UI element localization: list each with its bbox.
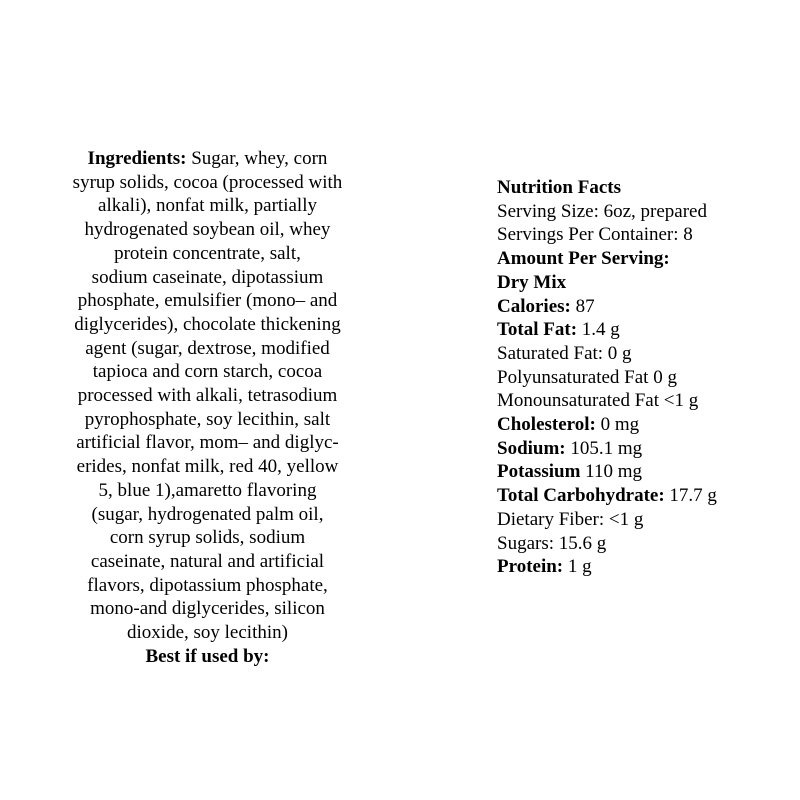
polyunsaturated-fat-row: Polyunsaturated Fat 0 g [497,366,677,388]
sodium-value: 105.1 mg [565,437,643,459]
ingredients-line: hydrogenated soybean oil, whey [84,219,331,241]
protein-row [497,555,787,579]
servings-per-container: Servings Per Container: 8 [497,224,693,246]
cholesterol-value: 0 mg [595,414,640,436]
total-fat-value: 1.4 g [577,319,620,341]
ingredients-line: tapioca and corn starch, cocoa [92,361,323,383]
calories-value: 87 [570,295,595,317]
cholesterol-row [497,413,787,437]
ingredients-first-line-text: Sugar, whey, corn [186,148,328,169]
ingredients-line: pyrophosphate, soy lecithin, salt [84,408,331,430]
total-carbohydrate-label: Total Carbohydrate: [497,485,665,507]
cholesterol-label: Cholesterol: [497,414,596,436]
ingredients-line: corn syrup solids, sodium [109,527,306,549]
ingredients-line: phosphate, emulsifier (mono– and [77,290,338,312]
serving-size: Serving Size: 6oz, prepared [497,200,707,222]
ingredients-line: artificial flavor, mom– and diglyc- [76,432,339,454]
ingredients-line: caseinate, natural and artificial [90,550,325,572]
ingredients-line: protein concentrate, salt, [114,242,301,264]
nutrition-facts-panel [497,176,787,579]
ingredients-panel [40,147,375,668]
sugars-row: Sugars: 15.6 g [497,532,607,554]
ingredients-heading: Ingredients: [87,148,187,169]
ingredients-line: 5, blue 1),amaretto flavoring [98,479,317,501]
protein-value: 1 g [563,556,592,578]
ingredients-line: syrup solids, cocoa (processed with [72,171,343,193]
ingredients-first-line [40,147,375,171]
dry-mix-label: Dry Mix [497,271,567,293]
ingredients-line: sodium caseinate, dipotassium [91,266,324,288]
dietary-fiber-row: Dietary Fiber: <1 g [497,508,644,530]
ingredients-line: alkali), nonfat milk, partially [98,195,317,217]
potassium-row [497,460,787,484]
ingredients-line: (sugar, hydrogenated palm oil, [91,503,324,525]
saturated-fat-row: Saturated Fat: 0 g [497,342,632,364]
monounsaturated-fat-row: Monounsaturated Fat <1 g [497,390,699,412]
ingredients-line: diglycerides), chocolate thickening [74,313,341,335]
total-fat-row [497,318,787,342]
best-by-label: Best if used by: [145,645,270,667]
calories-row [497,295,787,319]
amount-per-serving: Amount Per Serving: [497,248,670,270]
total-carbohydrate-value: 17.7 g [664,485,717,507]
calories-label: Calories: [497,295,571,317]
ingredients-line: processed with alkali, tetrasodium [77,385,338,407]
sodium-row [497,437,787,461]
ingredients-line: erides, nonfat milk, red 40, yellow [76,456,339,478]
ingredients-line: flavors, dipotassium phosphate, [87,574,328,596]
potassium-value: 110 mg [580,461,642,483]
ingredients-line: mono-and diglycerides, silicon [90,598,325,620]
ingredients-line: dioxide, soy lecithin) [127,622,288,644]
total-fat-label: Total Fat: [497,319,578,341]
nutrition-title: Nutrition Facts [497,177,622,198]
total-carbohydrate-row [497,484,787,508]
ingredients-line: agent (sugar, dextrose, modified [85,337,330,359]
sodium-label: Sodium: [497,437,566,459]
protein-label: Protein: [497,556,564,578]
potassium-label: Potassium [497,461,581,483]
